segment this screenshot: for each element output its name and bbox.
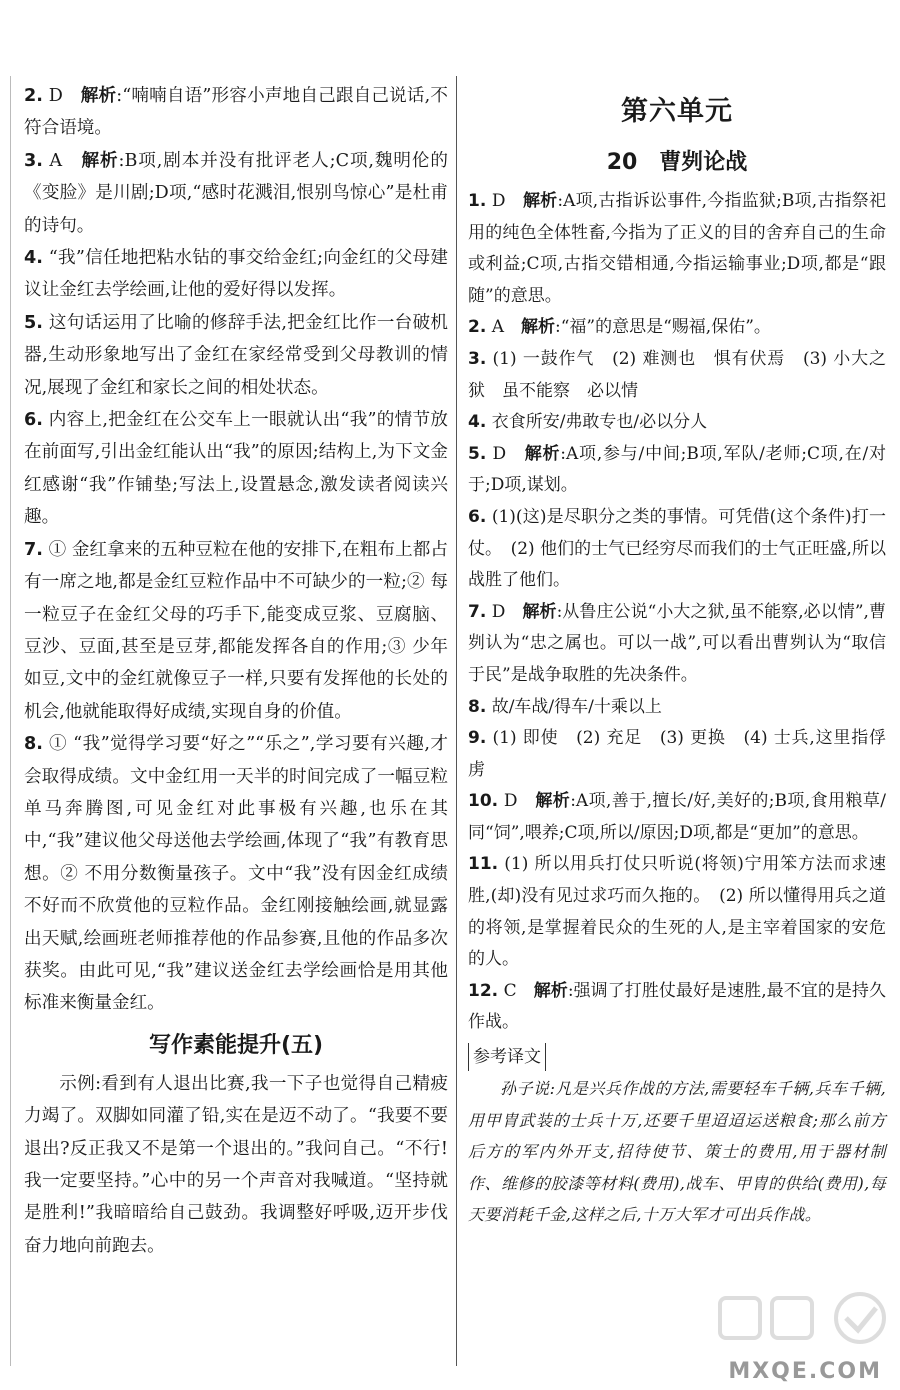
answer-item: 6. (1)(这)是尽职分之类的事情。可凭借(这个条件)打一仗。 (2) 他们的士气已经穷尽而我们的士气正旺盛,所以战胜了他们。 (468, 506, 886, 591)
answer-item: 2. D 解析:“喃喃自语”形容小声地自己跟自己说话,不符合语境。 (24, 86, 448, 139)
answer-item: 1. D 解析:A项,古指诉讼事件,今指监狱;B项,古指祭祀用的纯色全体牲畜,今指为了正义的目的舍弃自己的生命或利益;C项,古指交错相通,今指运输事业;D项,都是“跟随”的意思。 (468, 191, 887, 306)
reference-translation-label: 参考译文 (468, 1043, 546, 1071)
answer-item: 8. ① “我”觉得学习要“好之”“乐之”,学习要有兴趣,才会取得成绩。文中金红用一天半的时间完成了一幅豆粒单马奔腾图,可见金红对此事极有兴趣,也乐在其中,“我”建议他父母送他去学绘画,体现了“我”有教育思想。② 不用分数衡量孩子。文中“我”没有因金红成绩不好而不欣赏他的豆粒作品。金红刚接触绘画,就显露出天赋,绘画班老师推荐他的作品参赛,且他的作品多次获奖。由此可见,“我”建议送金红去学绘画恰是用其他标准来衡量金红。 (24, 734, 448, 1014)
answer-item: 2. A 解析:“福”的意思是“赐福,保佑”。 (468, 317, 771, 338)
left-answer-list (24, 80, 448, 1020)
column-divider (456, 76, 457, 1366)
answer-item: 3. A 解析:B项,剧本并没有批评老人;C项,魏明伦的《变脸》是川剧;D项,“感时花溅泪,恨别鸟惊心”是杜甫的诗句。 (24, 150, 448, 236)
lesson-title: 20 曹刿论战 (606, 150, 748, 175)
unit-title: 第六单元 (621, 96, 733, 127)
right-column (468, 84, 886, 1231)
answer-item: 5. D 解析:A项,参与/中间;B项,军队/老师;C项,在/对于;D项,谋划。 (468, 443, 886, 496)
watermark-text: MXQE.COM (728, 1359, 882, 1384)
answer-item: 3. (1) 一鼓作气 (2) 难测也 惧有伏焉 (3) 小大之狱 虽不能察 必以情 (468, 348, 886, 401)
answer-item: 12. C 解析:强调了打胜仗最好是速胜,最不宜的是持久作战。 (468, 980, 886, 1033)
answer-item: 9. (1) 即使 (2) 充足 (3) 更换 (4) 士兵,这里指俘虏 (468, 728, 886, 780)
answer-item: 4. 衣食所安/弗敢专也/必以分人 (468, 412, 708, 433)
answer-item: 4. “我”信任地把粘水钻的事交给金红;向金红的父母建议让金红去学绘画,让他的爱好得以发挥。 (24, 248, 448, 301)
writing-example-paragraph: 示例:看到有人退出比赛,我一下子也觉得自己精疲力竭了。双脚如同灌了铅,实在是迈不动了。“我要不要退出?反正我又不是第一个退出的。”我问自己。“不行!我一定要坚持。”心中的另一个声音对我喊道。“坚持就是胜利!”我暗暗给自己鼓劲。我调整好呼吸,迈开步伐奋力地向前跑去。 (24, 1073, 448, 1256)
answer-item: 10. D 解析:A项,善于,擅长/好,美好的;B项,食用粮草/同“饲”,喂养;C项,所以/原因;D项,都是“更加”的意思。 (468, 791, 886, 843)
writing-section-title: 写作素能提升(五) (148, 1032, 324, 1058)
answer-item: 6. 内容上,把金红在公交车上一眼就认出“我”的情节放在前面写,引出金红能认出“我”的原因;结构上,为下文金红感谢“我”作铺垫;写法上,设置悬念,激发读者阅读兴趣。 (24, 410, 448, 528)
answer-item: 11. (1) 所以用兵打仗只听说(将领)宁用笨方法而求速胜,(却)没有见过求巧而久拖的。 (2) 所以懂得用兵之道的将领,是掌握着民众的生死的人,是主宰着国家的安危的人。 (468, 854, 886, 970)
right-answer-list (468, 186, 886, 1039)
answer-item: 7. ① 金红拿来的五种豆粒在他的安排下,在粗布上都占有一席之地,都是金红豆粒作品中不可缺少的一粒;② 每一粒豆子在金红父母的巧手下,能变成豆浆、豆腐脑、豆沙、豆面,甚至是豆芽,都能发挥各自的作用;③ 少年如豆,文中的金红就像豆子一样,只要有发挥他的长处的机会,他就能取得好成绩,实现自身的价值。 (24, 539, 448, 722)
page-edge-line (10, 76, 11, 1366)
answer-item: 5. 这句话运用了比喻的修辞手法,把金红比作一台破机器,生动形象地写出了金红在家经常受到父母教训的情况,展现了金红和家长之间的相处状态。 (24, 312, 448, 398)
left-column (24, 80, 448, 1262)
reference-translation-text: 孙子说:凡是兴兵作战的方法,需要轻车千辆,兵车千辆,用甲胄武装的士兵十万,还要千里迢迢运送粮食;那么前方后方的军内外开支,招待使节、策士的费用,用于器材制作、维修的胶漆等材料(费用),战车、甲胄的供给(费用),每天要消耗千金,这样之后,十万大军才可出兵作战。 (468, 1079, 886, 1225)
answer-item: 8. 故/车战/得车/十乘以上 (468, 696, 662, 717)
answer-item: 7. D 解析:从鲁庄公说“小大之狱,虽不能察,必以情”,曹刿认为“忠之属也。可以一战”,可以看出曹刿认为“取信于民”是战争取胜的先决条件。 (468, 601, 886, 685)
